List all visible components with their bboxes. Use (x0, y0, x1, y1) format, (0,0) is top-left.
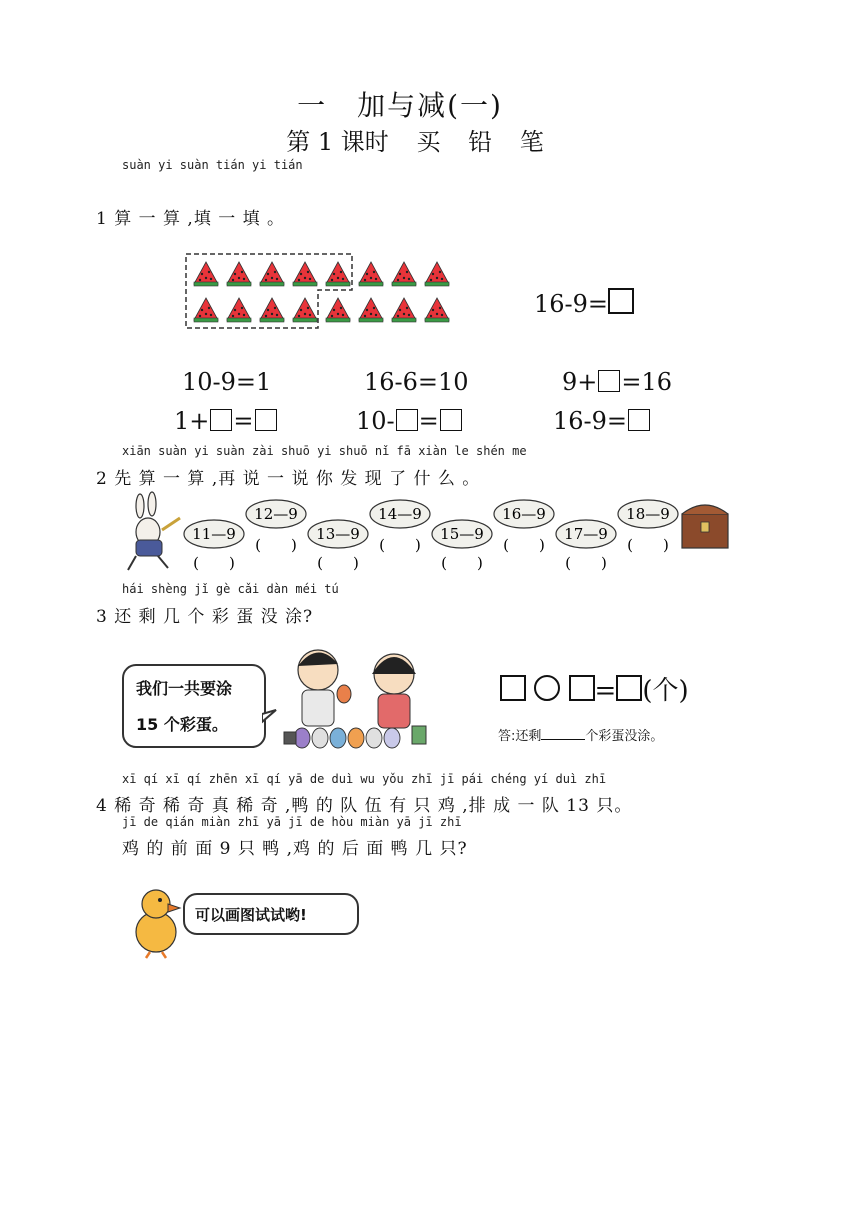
egg (330, 728, 346, 748)
watermelon-slice (194, 262, 218, 286)
q1-step-1: 10-9=1 (182, 368, 272, 396)
answer-parentheses[interactable]: ( ) (441, 554, 483, 572)
answer-parentheses[interactable]: ( ) (193, 554, 235, 572)
q4-pinyin-2: jī de qián miàn zhī yā jī de hòu miàn yā jī zhī (122, 815, 462, 829)
watermelon-slices (194, 262, 449, 322)
watermelon-slice (392, 262, 416, 286)
answer-parentheses[interactable]: ( ) (627, 536, 669, 554)
watermelon-slice (260, 262, 284, 286)
watermelon-slice (425, 262, 449, 286)
watermelon-slice (293, 298, 317, 322)
rabbit-icon (128, 492, 180, 570)
eq-part: 10- (356, 407, 395, 435)
stone-label: 14—9 (378, 505, 422, 523)
q1-text: 1 算 一 算 ,填 一 填 。 (96, 209, 286, 229)
watermelon-slice (227, 298, 251, 322)
q4-text-2: 鸡 的 前 面 9 只 鸭 ,鸡 的 后 面 鸭 几 只? (122, 839, 468, 859)
watermelon-slice (293, 262, 317, 286)
q2-pinyin: xiān suàn yi suàn zài shuō yi shuō nǐ fā xiàn le shén me (122, 444, 527, 458)
eq-part: = (418, 407, 439, 435)
chick-icon (126, 884, 184, 960)
egg (384, 728, 400, 748)
step3-prefix: 9+ (562, 368, 598, 396)
answer-box[interactable] (500, 675, 526, 701)
watermelon-slice (326, 298, 350, 322)
q4-pinyin-1: xī qí xī qí zhēn xī qí yā de duì wu yǒu zhī jī pái chéng yí duì zhī (122, 772, 607, 786)
lesson-char-1: 买 (416, 128, 441, 156)
q1-row2-eq1 (174, 407, 278, 435)
watermelon-slice (359, 298, 383, 322)
q1-step-2: 16-6=10 (364, 368, 469, 396)
lesson-char-3: 笔 (519, 128, 544, 156)
egg (366, 728, 382, 748)
answer-box[interactable] (608, 288, 634, 314)
q3-equation (500, 670, 689, 707)
q2-text: 2 先 算 一 算 ,再 说 一 说 你 发 现 了 什 么 。 (96, 469, 481, 489)
eq-part: 1+ (174, 407, 210, 435)
lesson-char-2: 铅 (468, 128, 493, 156)
stone-label: 18—9 (626, 505, 670, 523)
watermelon-slice (326, 262, 350, 286)
egg (348, 728, 364, 748)
children-painting-eggs-image (262, 640, 447, 752)
watermelon-slice (425, 298, 449, 322)
q1-row2-eq3 (553, 407, 651, 435)
watermelon-slice (227, 262, 251, 286)
unit-title: 一 加与减(一) (297, 89, 503, 122)
stone-label: 13—9 (316, 525, 360, 543)
q1-main-equation (534, 288, 634, 318)
q1-step-3 (562, 368, 672, 396)
watermelon-figure (180, 248, 460, 336)
hint-text: 可以画图试试哟! (195, 906, 307, 924)
bubble-line-2: 15 个彩蛋。 (136, 715, 228, 734)
painted-eggs (284, 726, 426, 748)
step3-suffix: =16 (621, 368, 673, 396)
answer-parentheses[interactable]: ( ) (503, 536, 545, 554)
number-stone (184, 520, 244, 572)
watermelon-slice (194, 298, 218, 322)
answer-box[interactable] (569, 675, 595, 701)
number-stone (618, 500, 678, 554)
number-stone (246, 500, 306, 554)
number-stone (432, 520, 492, 572)
answer-parentheses[interactable]: ( ) (317, 554, 359, 572)
eq-part: = (233, 407, 254, 435)
equals-sign: = (594, 676, 617, 706)
stone-label: 12—9 (254, 505, 298, 523)
q4-text-1: 4 稀 奇 稀 奇 真 稀 奇 ,鸭 的 队 伍 有 只 鸡 ,排 成 一 队 13 只。 (96, 796, 633, 816)
answer-box[interactable] (440, 409, 462, 431)
stone-label: 17—9 (564, 525, 608, 543)
watermelon-slice (392, 298, 416, 322)
number-stone (308, 520, 368, 572)
q1-row2-eq2 (356, 407, 463, 435)
watermelon-slice (359, 262, 383, 286)
answer-box[interactable] (255, 409, 277, 431)
treasure-chest-icon (682, 505, 728, 548)
answer-box[interactable] (598, 370, 620, 392)
stone-label: 15—9 (440, 525, 484, 543)
stepping-stones-figure (122, 488, 740, 578)
answer-suffix: 个彩蛋没涂。 (585, 729, 664, 744)
answer-prefix: 答:还剩 (498, 729, 542, 744)
stone-label: 16—9 (502, 505, 546, 523)
eq-part: 16-9= (553, 407, 628, 435)
q1-pinyin: suàn yi suàn tián yi tián (122, 158, 303, 172)
paint-cup (284, 732, 296, 744)
number-stone (494, 500, 554, 554)
answer-box[interactable] (210, 409, 232, 431)
answer-parentheses[interactable]: ( ) (255, 536, 297, 554)
number-stone (556, 520, 616, 572)
q3-text: 3 还 剩 几 个 彩 蛋 没 涂? (96, 607, 314, 627)
main-equation-text: 16-9= (534, 290, 609, 318)
q3-answer-line (498, 725, 663, 744)
paint-cup (412, 726, 426, 744)
number-stone (370, 500, 430, 554)
answer-parentheses[interactable]: ( ) (379, 536, 421, 554)
answer-box[interactable] (616, 675, 642, 701)
speech-bubble-eggs (122, 664, 266, 748)
unit-label: (个) (642, 676, 689, 706)
answer-blank[interactable] (541, 739, 585, 740)
lesson-title (0, 122, 830, 157)
number-stones (184, 500, 678, 572)
q3-pinyin: hái shèng jǐ gè cǎi dàn méi tú (122, 582, 339, 596)
answer-box[interactable] (628, 409, 650, 431)
lesson-prefix: 第 1 课时 (286, 128, 389, 156)
answer-parentheses[interactable]: ( ) (565, 554, 607, 572)
stone-label: 11—9 (192, 525, 236, 543)
watermelon-slice (260, 298, 284, 322)
operator-circle[interactable] (534, 675, 560, 701)
bubble-line-1: 我们一共要涂 (136, 679, 233, 698)
egg (312, 728, 328, 748)
speech-bubble-hint (183, 893, 359, 935)
answer-box[interactable] (396, 409, 418, 431)
